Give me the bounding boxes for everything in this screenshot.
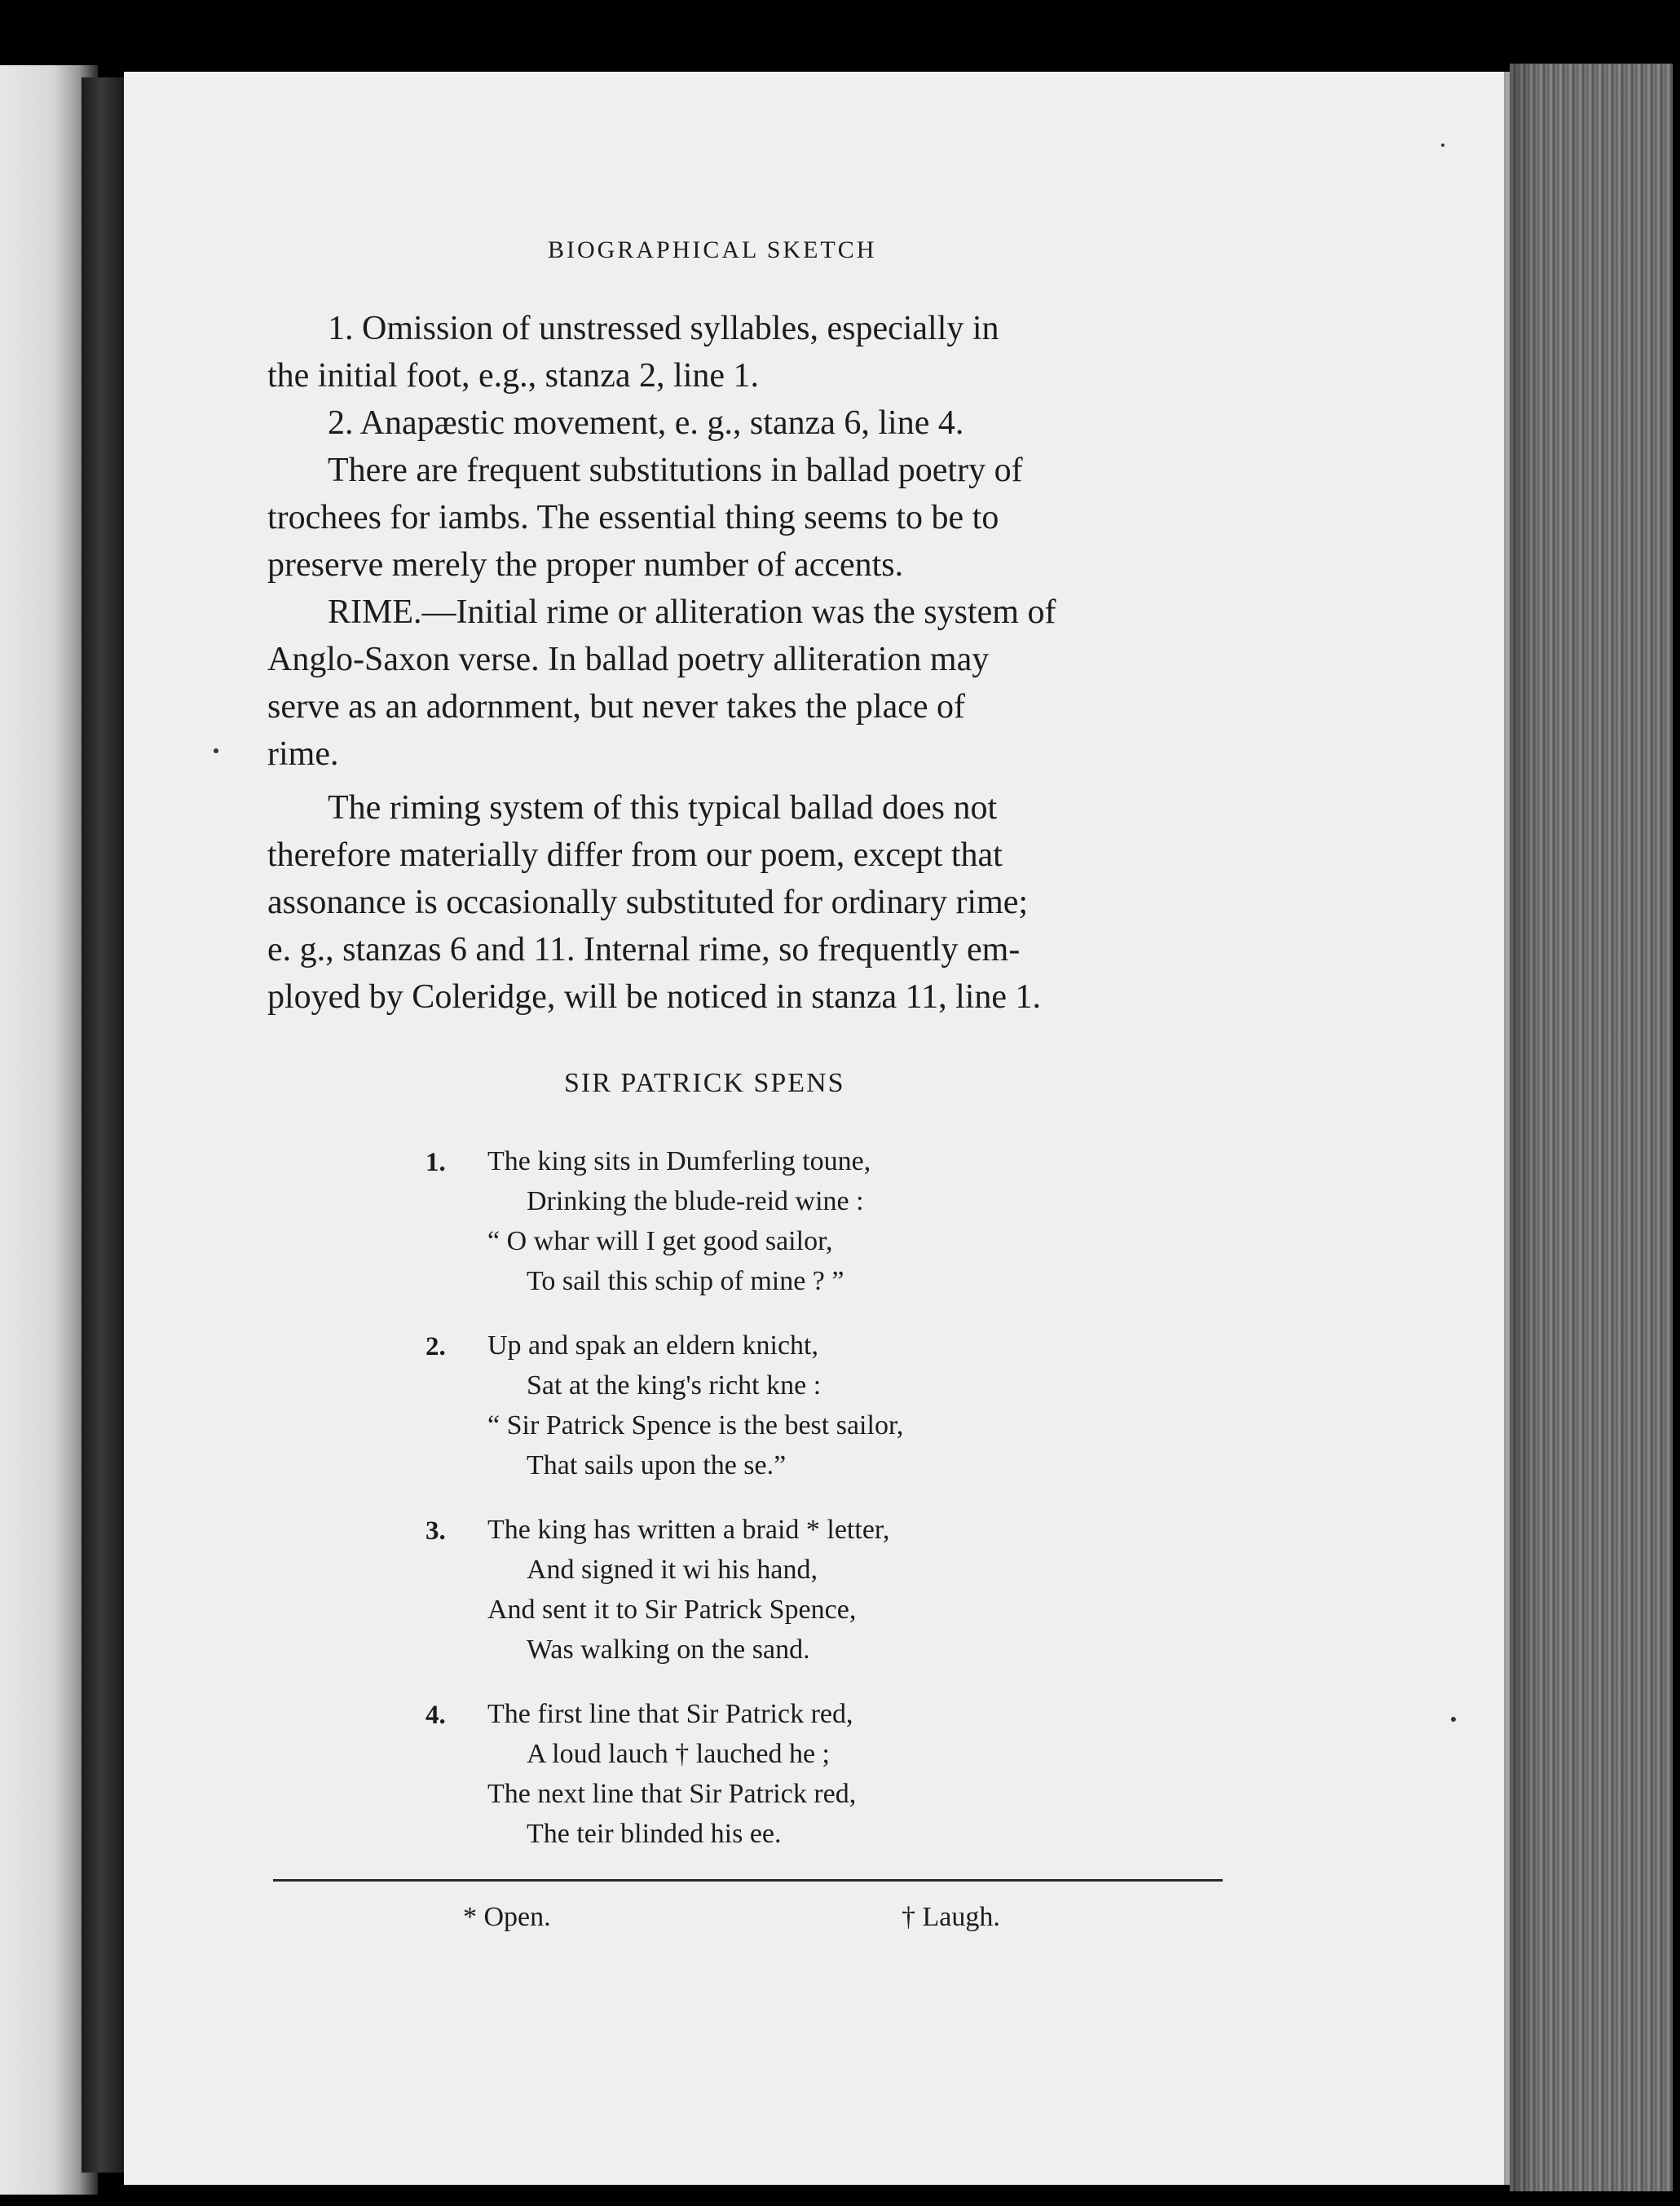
verse-line: The first line that Sir Patrick red, bbox=[487, 1699, 853, 1729]
verse-line: The king has written a braid * letter, bbox=[487, 1515, 890, 1545]
stanza-number: 2. bbox=[426, 1332, 446, 1361]
verse-line: The teir blinded his ee. bbox=[527, 1819, 782, 1849]
page-edge-shadow bbox=[1504, 64, 1537, 2191]
paragraph-line: Anglo-Saxon verse. In ballad poetry alliteration may bbox=[267, 641, 990, 678]
paragraph-line: The riming system of this typical ballad does not bbox=[328, 789, 998, 827]
verse-line: The next line that Sir Patrick red, bbox=[487, 1779, 857, 1809]
paragraph-line: serve as an adornment, but never takes the place of bbox=[267, 688, 965, 726]
verse-line: Drinking the blude-reid wine : bbox=[527, 1186, 864, 1216]
verse-line: The king sits in Dumferling toune, bbox=[487, 1146, 871, 1176]
paragraph-line: There are frequent substitutions in ballad poetry of bbox=[328, 452, 1023, 489]
paragraph-line: therefore materially differ from our poem, except that bbox=[267, 836, 1003, 874]
stanza-number: 1. bbox=[426, 1148, 446, 1177]
verse-line: Up and spak an eldern knicht, bbox=[487, 1330, 818, 1361]
verse-line: That sails upon the se.” bbox=[527, 1450, 787, 1480]
footnote-rule bbox=[273, 1879, 1223, 1882]
stanza-number: 4. bbox=[426, 1701, 446, 1730]
paragraph-line: 2. Anapæstic movement, e. g., stanza 6, line 4. bbox=[328, 404, 964, 442]
verse-line: And sent it to Sir Patrick Spence, bbox=[487, 1595, 857, 1625]
paragraph-line: rime. bbox=[267, 735, 339, 773]
verse-line: “ O whar will I get good sailor, bbox=[487, 1226, 833, 1256]
paragraph-line: e. g., stanzas 6 and 11. Internal rime, so frequently em- bbox=[267, 931, 1021, 968]
scan-speck bbox=[214, 748, 218, 753]
scan-speck bbox=[1441, 143, 1444, 147]
footnote-laugh: † Laugh. bbox=[902, 1902, 1000, 1932]
scan-speck bbox=[1451, 1717, 1456, 1722]
paragraph-line: assonance is occasionally substituted for ordinary rime; bbox=[267, 884, 1029, 921]
paragraph-line: trochees for iambs. The essential thing seems to be to bbox=[267, 499, 999, 536]
ballad-title: SIR PATRICK SPENS bbox=[564, 1068, 845, 1098]
paragraph-line: 1. Omission of unstressed syllables, especially in bbox=[328, 310, 999, 347]
book-gutter bbox=[82, 77, 130, 2173]
footnote-open: * Open. bbox=[463, 1902, 551, 1932]
verse-line: Sat at the king's richt kne : bbox=[527, 1370, 822, 1401]
running-head: BIOGRAPHICAL SKETCH bbox=[548, 236, 877, 263]
verse-line: “ Sir Patrick Spence is the best sailor, bbox=[487, 1410, 904, 1441]
verse-line: A loud lauch † lauched he ; bbox=[527, 1739, 831, 1769]
paragraph-line: preserve merely the proper number of accents. bbox=[267, 546, 904, 584]
verse-line: Was walking on the sand. bbox=[527, 1635, 810, 1665]
paragraph-line: ployed by Coleridge, will be noticed in stanza 11, line 1. bbox=[267, 978, 1042, 1016]
stanza-number: 3. bbox=[426, 1516, 446, 1546]
paragraph-line: RIME.—Initial rime or alliteration was the system of bbox=[328, 593, 1056, 631]
verse-line: To sail this schip of mine ? ” bbox=[527, 1266, 844, 1296]
verse-line: And signed it wi his hand, bbox=[527, 1555, 818, 1585]
paragraph-line: the initial foot, e.g., stanza 2, line 1. bbox=[267, 357, 760, 395]
